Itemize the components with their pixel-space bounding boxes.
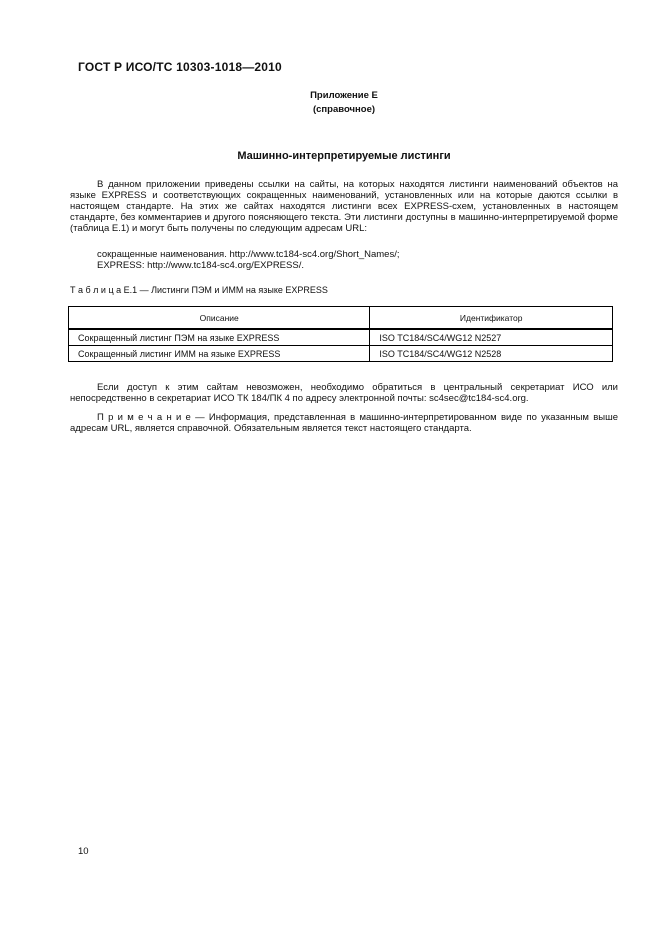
table-header-description: Описание (69, 307, 370, 330)
url-item-express: EXPRESS: http://www.tc184-sc4.org/EXPRESS/. (97, 260, 304, 271)
cell-description: Сокращенный листинг ПЭМ на языке EXPRESS (69, 329, 370, 346)
cell-identifier: ISO TC184/SC4/WG12 N2528 (370, 346, 613, 362)
url-list (97, 249, 400, 271)
note-paragraph: П р и м е ч а н и е — Информация, представленная в машинно-интерпретированном виде по указанным выше адресам URL, является справочной. Обязательным является текст настоящего стандарта. (70, 412, 618, 434)
table-row (69, 329, 613, 346)
cell-identifier: ISO TC184/SC4/WG12 N2527 (370, 329, 613, 346)
annex-label: Приложение Е (310, 90, 378, 101)
access-paragraph: Если доступ к этим сайтам невозможен, необходимо обратиться в центральный секретариат ИСО или непосредственно в секретариат ИСО ТК 184/ПК 4 по адресу электронной почты: sc4sec@tc184-sc4.org. (70, 382, 618, 404)
table-header-identifier: Идентификатор (370, 307, 613, 330)
annex-heading (70, 89, 618, 117)
cell-description: Сокращенный листинг ИММ на языке EXPRESS (69, 346, 370, 362)
page-number: 10 (78, 846, 89, 857)
table-row (69, 346, 613, 362)
table-header-row (69, 307, 613, 330)
table-caption: Т а б л и ц а Е.1 — Листинги ПЭМ и ИММ на языке EXPRESS (70, 285, 328, 295)
annex-type: (справочное) (312, 104, 376, 115)
annex-title: Машинно-интерпретируемые листинги (237, 150, 451, 162)
url-item-short-names: сокращенные наименования. http://www.tc184-sc4.org/Short_Names/; (97, 249, 400, 260)
listings-table (68, 306, 613, 362)
intro-paragraph: В данном приложении приведены ссылки на сайты, на которых находятся листинги наименований объектов на языке EXPRESS и соответствующих сокращенных наименований, установленных или на которые даются ссылки в настоящем стандарте. На этих же сайтах находятся листинги всех EXPRESS-схем, установленных в настоящем стандарте, без комментариев и другого поясняющего текста. Эти листинги доступны в машинно-интерпретируемой форме (таблица Е.1) и могут быть получены по следующим адресам URL: (70, 179, 618, 234)
running-header: ГОСТ Р ИСО/ТС 10303-1018—2010 (78, 60, 282, 74)
